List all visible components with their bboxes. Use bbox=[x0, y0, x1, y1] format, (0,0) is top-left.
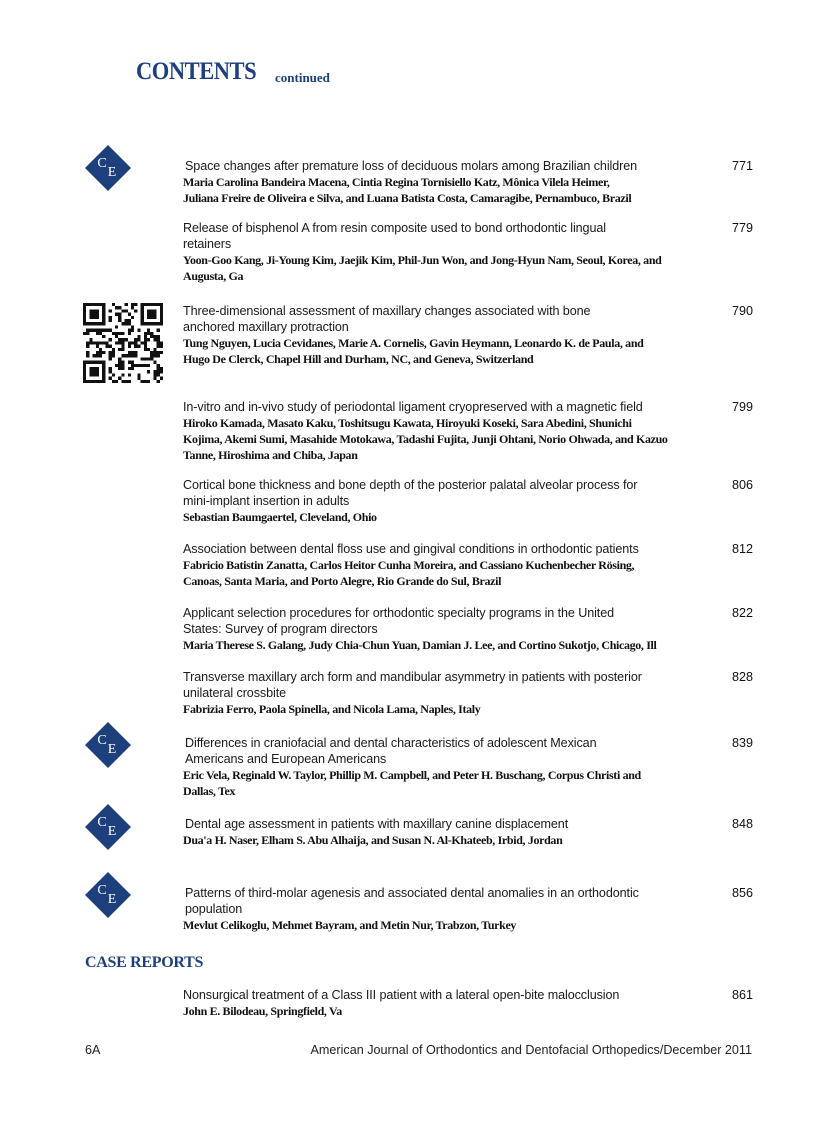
toc-entry[interactable] bbox=[183, 541, 753, 589]
article-title[interactable]: Three-dimensional assessment of maxillary changes associated with bone bbox=[183, 304, 591, 318]
article-title[interactable]: In-vitro and in-vivo study of periodontal ligament cryopreserved with a magnetic field bbox=[183, 400, 643, 414]
article-title[interactable]: Space changes after premature loss of deciduous molars among Brazilian children bbox=[185, 159, 638, 173]
article-title[interactable]: Americans and European Americans bbox=[185, 752, 387, 766]
svg-text:E: E bbox=[107, 742, 117, 757]
article-authors: John E. Bilodeau, Springfield, Va bbox=[183, 1004, 342, 1018]
toc-entry[interactable] bbox=[185, 735, 753, 799]
toc-entry[interactable] bbox=[183, 669, 753, 717]
article-title[interactable]: mini-implant insertion in adults bbox=[183, 494, 350, 508]
article-authors: Eric Vela, Reginald W. Taylor, Phillip M. Campbell, and Peter H. Buschang, Corpus Christi and bbox=[183, 768, 641, 782]
contents-header bbox=[136, 58, 330, 86]
page-number: 799 bbox=[731, 400, 753, 414]
page-number: 861 bbox=[731, 988, 753, 1002]
article-title[interactable]: Transverse maxillary arch form and mandibular asymmetry in patients with posterior bbox=[183, 670, 642, 684]
toc-entry[interactable] bbox=[185, 816, 753, 848]
article-authors: Dallas, Tex bbox=[183, 784, 236, 798]
article-title[interactable]: Applicant selection procedures for orthodontic specialty programs in the United bbox=[183, 606, 615, 620]
footer-journal: American Journal of Orthodontics and Dentofacial Orthopedics/December 2011 bbox=[310, 1043, 752, 1057]
ce-credit-icon bbox=[85, 722, 131, 768]
article-authors: Hugo De Clerck, Chapel Hill and Durham, NC, and Geneva, Switzerland bbox=[183, 352, 534, 366]
page-number: 779 bbox=[731, 221, 753, 235]
svg-text:E: E bbox=[107, 892, 117, 907]
article-title[interactable]: anchored maxillary protraction bbox=[183, 320, 349, 334]
section-heading-case-reports: CASE REPORTS bbox=[85, 954, 204, 971]
svg-text:E: E bbox=[107, 824, 117, 839]
article-authors: Sebastian Baumgaertel, Cleveland, Ohio bbox=[183, 510, 377, 524]
svg-text:C: C bbox=[97, 883, 107, 898]
article-authors: Maria Therese S. Galang, Judy Chia-Chun Yuan, Damian J. Lee, and Cortino Sukotjo, Chicago, Ill bbox=[183, 638, 657, 652]
article-title[interactable]: unilateral crossbite bbox=[183, 686, 286, 700]
page-number: 856 bbox=[731, 886, 753, 900]
article-title[interactable]: retainers bbox=[183, 237, 232, 251]
svg-text:C: C bbox=[97, 733, 107, 748]
toc-entry[interactable] bbox=[185, 885, 753, 933]
article-authors: Fabrizia Ferro, Paola Spinella, and Nicola Lama, Naples, Italy bbox=[183, 702, 481, 716]
toc-entry[interactable] bbox=[183, 399, 753, 463]
article-authors: Hiroko Kamada, Masato Kaku, Toshitsugu Kawata, Hiroyuki Koseki, Sara Abedini, Shunichi bbox=[183, 416, 632, 430]
footer-page-label: 6A bbox=[85, 1043, 101, 1057]
page-number: 812 bbox=[731, 542, 753, 556]
article-title[interactable]: Differences in craniofacial and dental characteristics of adolescent Mexican bbox=[185, 736, 597, 750]
article-authors: Tanne, Hiroshima and Chiba, Japan bbox=[183, 448, 358, 462]
page-number: 771 bbox=[731, 159, 753, 173]
toc-entry[interactable] bbox=[183, 605, 753, 653]
article-authors: Kojima, Akemi Sumi, Masahide Motokawa, Tadashi Fujita, Junji Ohtani, Norio Ohwada, and Kazuo bbox=[183, 432, 668, 446]
toc-entry[interactable] bbox=[183, 303, 753, 367]
article-authors: Dua'a H. Naser, Elham S. Abu Alhaija, and Susan N. Al-Khateeb, Irbid, Jordan bbox=[183, 833, 563, 847]
page-number: 848 bbox=[731, 817, 753, 831]
article-title[interactable]: Association between dental floss use and gingival conditions in orthodontic patients bbox=[183, 542, 639, 556]
page-title: CONTENTS bbox=[136, 58, 257, 85]
article-title[interactable]: Release of bisphenol A from resin composite used to bond orthodontic lingual bbox=[183, 221, 606, 235]
toc-entry[interactable] bbox=[183, 477, 753, 525]
article-authors: Mevlut Celikoglu, Mehmet Bayram, and Metin Nur, Trabzon, Turkey bbox=[183, 918, 517, 932]
page-number: 806 bbox=[731, 478, 753, 492]
article-title[interactable]: Patterns of third-molar agenesis and associated dental anomalies in an orthodontic bbox=[185, 886, 639, 900]
article-title[interactable]: Nonsurgical treatment of a Class III patient with a lateral open-bite malocclusion bbox=[183, 988, 620, 1002]
article-title[interactable]: population bbox=[185, 902, 243, 916]
toc-entry[interactable] bbox=[185, 158, 753, 206]
article-authors: Fabricio Batistin Zanatta, Carlos Heitor Cunha Moreira, and Cassiano Kuchenbecher Rösing, bbox=[183, 558, 635, 572]
svg-text:E: E bbox=[107, 165, 117, 180]
article-authors: Maria Carolina Bandeira Macena, Cintia Regina Tornisiello Katz, Mônica Vilela Heimer, bbox=[183, 175, 610, 189]
article-authors: Juliana Freire de Oliveira e Silva, and Luana Batista Costa, Camaragibe, Pernambuco, Brazil bbox=[183, 191, 632, 205]
page-number: 839 bbox=[731, 736, 753, 750]
article-authors: Canoas, Santa Maria, and Porto Alegre, Rio Grande do Sul, Brazil bbox=[183, 574, 502, 588]
article-title[interactable]: Dental age assessment in patients with maxillary canine displacement bbox=[185, 817, 569, 831]
qr-code-icon[interactable] bbox=[83, 303, 163, 383]
article-authors: Yoon-Goo Kang, Ji-Young Kim, Jaejik Kim, Phil-Jun Won, and Jong-Hyun Nam, Seoul, Korea, and bbox=[183, 253, 662, 267]
page-number: 822 bbox=[731, 606, 753, 620]
toc-entry[interactable] bbox=[183, 220, 753, 284]
article-title[interactable]: Cortical bone thickness and bone depth of the posterior palatal alveolar process for bbox=[183, 478, 638, 492]
svg-text:C: C bbox=[97, 815, 107, 830]
ce-credit-icon bbox=[85, 804, 131, 850]
ce-credit-icon bbox=[85, 872, 131, 918]
page-number: 790 bbox=[731, 304, 753, 318]
page-number: 828 bbox=[731, 670, 753, 684]
article-authors: Tung Nguyen, Lucia Cevidanes, Marie A. Cornelis, Gavin Heymann, Leonardo K. de Paula, and bbox=[183, 336, 644, 350]
ce-credit-icon bbox=[85, 145, 131, 191]
page-subtitle: continued bbox=[275, 70, 330, 85]
article-authors: Augusta, Ga bbox=[183, 269, 244, 283]
toc-entry[interactable] bbox=[183, 987, 753, 1019]
svg-text:C: C bbox=[97, 156, 107, 171]
article-title[interactable]: States: Survey of program directors bbox=[183, 622, 378, 636]
